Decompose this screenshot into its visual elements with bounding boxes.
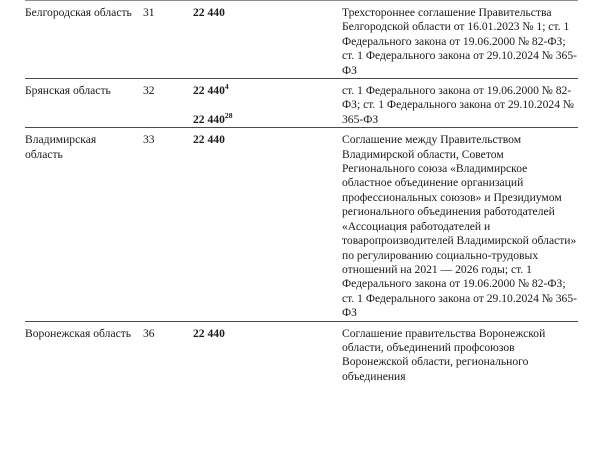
mrot-amount [193, 110, 342, 127]
cell-region-number: 31 [143, 6, 155, 19]
cell-mrot-value [193, 84, 342, 127]
cell-legal-basis: Соглашение между Правительством Владимирской области, Советом Регионального союза «Владимирское областное объединение организаций профессиональных союзов» и Президиумом регионального объединения работодателей «Ассоциация работодателей и товаропроизводителей Владимирской области» по регулированию социально-трудовых отношений на 2021 — 2026 годы; ст. 1 Федерального закона от 19.06.2000 № 82-ФЗ; ст. 1 Федерального закона от 29.10.2024 № 365-ФЗ [342, 133, 578, 320]
mrot-amount-text: 22 440 [193, 133, 225, 147]
cell-region-name: Владимирская область [25, 133, 97, 161]
mrot-amount-text: 22 440 [193, 112, 225, 126]
table-row [0, 128, 600, 320]
table-row [0, 1, 600, 78]
table-row [0, 79, 600, 127]
footnote-marker[interactable]: 4 [224, 82, 229, 92]
cell-region-name: Белгородская область [25, 6, 132, 19]
cell-region-number: 33 [143, 133, 155, 147]
cell-mrot-value [193, 327, 342, 341]
cell-region-number: 32 [143, 84, 155, 98]
footnote-marker[interactable]: 28 [224, 110, 233, 120]
cell-legal-basis: Трехстороннее соглашение Правительства Белгородской области от 16.01.2023 № 1; ст. 1 Федерального закона от 19.06.2000 № 82-ФЗ; ст. 1 Федерального закона от 29.10.2024 № 365-ФЗ [342, 6, 578, 77]
cell-legal-basis: ст. 1 Федерального закона от 19.06.2000 № 82-ФЗ; ст. 1 Федерального закона от 29.10.2024 № 365-ФЗ [342, 84, 574, 126]
mrot-amount [193, 84, 342, 98]
mrot-amount [193, 133, 342, 147]
cell-region-name: Брянская область [25, 84, 111, 98]
cell-region-name: Воронежская область [25, 326, 132, 340]
mrot-amount-text: 22 440 [193, 326, 225, 340]
table-row [0, 322, 600, 385]
cell-region-number: 36 [143, 326, 155, 340]
mrot-amount [193, 327, 342, 341]
cell-legal-basis: Соглашение правительства Воронежской области, объединений профсоюзов Воронежской области, регионального объединения [342, 326, 546, 383]
mrot-amount-text: 22 440 [193, 84, 225, 98]
cell-mrot-value [193, 6, 342, 20]
mrot-amount [193, 6, 342, 20]
cell-mrot-value [193, 133, 342, 147]
mrot-amount-text: 22 440 [193, 6, 225, 19]
